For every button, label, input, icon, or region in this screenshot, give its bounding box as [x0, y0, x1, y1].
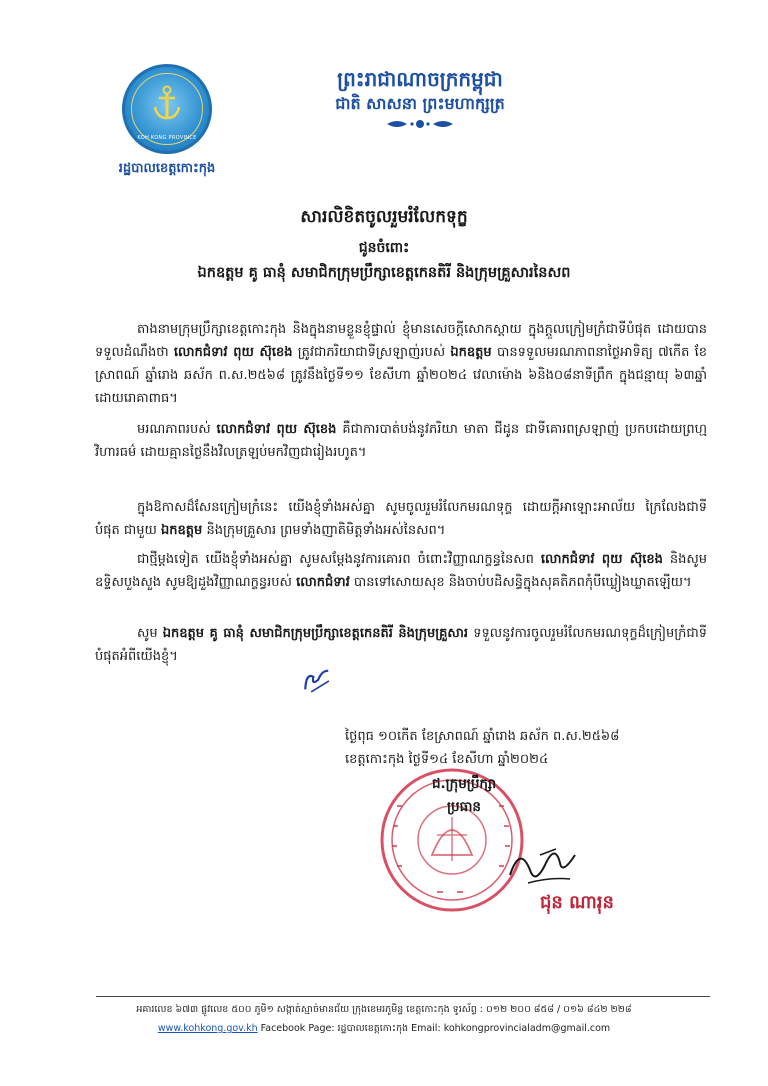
- provincial-admin-name: រដ្ឋបាលខេត្តកោះកុង: [118, 161, 216, 176]
- paragraph-4: [95, 548, 707, 594]
- paragraph-5: [95, 622, 707, 668]
- footer-address: អគារលេខ ៦៧៣ ផ្លូវលេខ ៥០០ ភូមិ១ សង្កាត់ស្មាច់មានជ័យ ក្រុងខេមរភូមិន្ទ ខេត្តកោះកុង ទូរស័ព្ទ : ០១២ ២០០ ៨៥៨ / ០១៦ ៨៤២ ២២៨: [136, 1004, 632, 1015]
- p1-text-c: បានទទួលមរណភាពនាថ្ងៃអាទិត្យ ៧កើត ខែស្រាពណ៍ ឆ្នាំរោង ឆស័ក ព.ស.២៥៦៨ ត្រូវនឹងថ្ងៃទី១១ ខែសីហា ឆ្នាំ២០២៤ វេលាម៉ោង ៦និង០៨នាទីព្រឹក ក្នុងជន្មាយុ ៦៣ឆ្នាំ ដោយរោគាពាធ។: [95, 345, 708, 406]
- p5-text-b: ទទួលនូវការចូលរួមរំលែកមរណទុក្ខដ៏ក្រៀមក្រំជាទីបំផុតអំពីយើងខ្ញុំ។: [95, 626, 707, 664]
- footer-website-link[interactable]: www.kohkong.gov.kh: [157, 1023, 258, 1034]
- footer-divider: [96, 996, 710, 997]
- signer-role-chairman: ប្រធាន: [446, 799, 481, 815]
- p5-recipient-name: ឯកឧត្តម គូ ធានុំ សមាជិកក្រុមប្រឹក្សាខេត្តកេនតិរី និងក្រុមគ្រួសារ: [162, 626, 469, 641]
- p4-text-b: និងសូមឧទ្ទិសបួងសួង សូមឱ្យដួងវិញ្ញាណក្ខន្ធរបស់: [95, 552, 707, 590]
- p4-text-c: បានទៅសោយសុខ និងចាប់បដិសន្ធិក្នុងសុគតិភពកុំបីឃ្លៀងឃ្លាតឡើយ។: [353, 575, 692, 590]
- p3-honorific: ឯកឧត្តម: [161, 523, 203, 538]
- lunar-date: ថ្ងៃពុធ ១០កើត ខែស្រាពណ៍ ឆ្នាំរោង ឆស័ក ព.ស.២៥៦៨: [345, 729, 620, 744]
- p1-text-b: ត្រូវជាភរិយាជាទីស្រឡាញ់របស់: [297, 345, 446, 360]
- national-motto: ជាតិ សាសនា ព្រះមហាក្សត្រ: [335, 94, 505, 113]
- p3-text-a: ក្នុងឱកាសដ៏សែនក្រៀមក្រំនេះ យើងខ្ញុំទាំងអស់គ្នា សូមចូលរួមរំលែកមរណទុក្ខ ដោយក្តីអាឡោះអាល័យ ក្រៃលែងជាទីបំផុត ជាមួយ: [95, 500, 707, 538]
- letter-recipient: ឯកឧត្តម គូ ធានុំ សមាជិកក្រុមប្រឹក្សាខេត្តកេនតិរី និងក្រុមគ្រួសារនៃសព: [197, 265, 571, 281]
- p3-text-b: និងក្រុមគ្រួសារ ព្រមទាំងញាតិមិត្តទាំងអស់នៃសព។: [206, 523, 446, 538]
- p1-deceased-name: លោកជំទាវ ពុយ ស៊ុខេង: [173, 345, 293, 360]
- footer-facebook-label: Facebook Page:: [260, 1023, 335, 1034]
- p1-honorific: ឯកឧត្តម: [450, 345, 492, 360]
- place-and-solar-date: ខេត្តកោះកុង ថ្ងៃទី១៤ ខែសីហា ឆ្នាំ២០២៤: [345, 752, 549, 767]
- p1-text-a: តាងនាមក្រុមប្រឹក្សាខេត្តកោះកុង និងក្នុងនាមខ្លួនខ្ញុំផ្ទាល់ ខ្ញុំមានសេចក្តីសោកស្តាយ ក្នុងក្តួលក្រៀមក្រំជាទីបំផុត ដោយបានទទួលដំណឹងថា: [95, 322, 707, 360]
- emblem-caption: KOH KONG PROVINCE: [137, 135, 197, 141]
- paragraph-1: [95, 318, 707, 410]
- signer-name: ជុន ណារុន: [540, 892, 614, 913]
- footer-facebook-value: រដ្ឋបាលខេត្តកោះកុង: [337, 1023, 409, 1034]
- header-logo-block: [108, 64, 226, 179]
- footer-contacts: [0, 1022, 768, 1036]
- ornament-divider-icon: [385, 118, 455, 130]
- anchor-icon: [152, 85, 182, 121]
- footer-email-label: Email:: [411, 1023, 441, 1034]
- paragraph-3: [95, 496, 707, 542]
- p2-text-b: គឺជាការបាត់បង់នូវភរិយា មាតា ជីដូន ជាទីគោរពស្រឡាញ់ ប្រកបដោយព្រហ្មវិហារធម៌ ដោយគ្មានថ្ងៃនឹងវិលត្រឡប់មកវិញជារៀងរហូត។: [95, 422, 707, 460]
- kingdom-header: [290, 66, 550, 130]
- p2-text-a: មរណភាពរបស់: [137, 422, 211, 437]
- footer-email-link[interactable]: kohkongprovincialadm@gmail.com: [443, 1023, 611, 1034]
- province-emblem-logo: [122, 64, 212, 154]
- handwritten-signature: [500, 835, 590, 895]
- letter-title: សារលិខិតចូលរួមរំលែកទុក្ខ: [300, 207, 468, 227]
- signer-role-council: ជ.ក្រុមប្រឹក្សា: [431, 776, 497, 792]
- p5-text-a: សូម: [137, 626, 158, 641]
- kingdom-name: ព្រះរាជាណាចក្រកម្ពុជា: [337, 67, 503, 91]
- paragraph-2: [95, 418, 707, 464]
- p2-deceased-name: លោកជំទាវ ពុយ ស៊ុខេង: [216, 422, 337, 437]
- letter-addressed-to: ជូនចំពោះ: [358, 240, 410, 256]
- p4-text-a: ជាថ្មីម្តងទៀត យើងខ្ញុំទាំងអស់គ្នា សូមសម្តែងនូវការគោរព ចំពោះវិញ្ញាណក្ខន្ធនៃសព: [137, 552, 534, 567]
- p4-deceased-title: លោកជំទាវ: [296, 575, 350, 590]
- p4-deceased-name: លោកជំទាវ ពុយ ស៊ុខេង: [540, 552, 663, 567]
